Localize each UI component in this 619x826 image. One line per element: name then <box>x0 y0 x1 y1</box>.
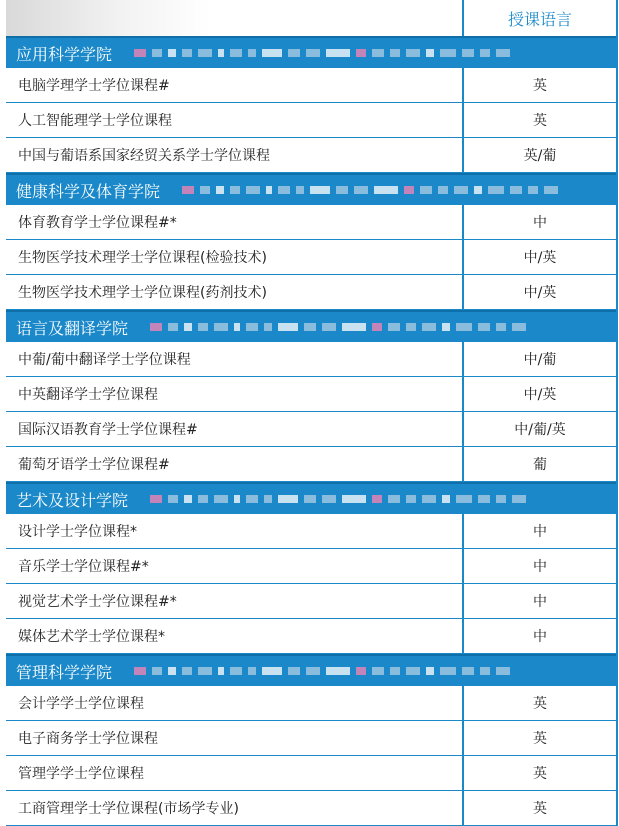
table-row <box>6 721 616 756</box>
table-row <box>6 549 616 584</box>
teaching-language: 英 <box>462 103 616 137</box>
table-row <box>6 68 616 103</box>
program-name: 管理学学士学位课程 <box>18 766 144 782</box>
teaching-language: 中 <box>462 549 616 583</box>
table-row <box>6 138 616 173</box>
section-title: 健康科学及体育学院 <box>16 181 161 201</box>
program-name: 电子商务学士学位课程 <box>18 731 158 747</box>
blurred-subtitle <box>150 495 526 503</box>
teaching-language: 英 <box>462 686 616 720</box>
program-name: 生物医学技术理学士学位课程(药剂技术) <box>18 285 267 301</box>
section-header <box>6 36 616 68</box>
table-row <box>6 619 616 654</box>
teaching-language: 英/葡 <box>462 138 616 172</box>
teaching-language: 中 <box>462 619 616 653</box>
table-row <box>6 240 616 275</box>
header-blank-cell <box>6 0 462 36</box>
program-name: 国际汉语教育学士学位课程# <box>18 422 198 438</box>
teaching-language: 中/英 <box>462 240 616 274</box>
teaching-language: 中/葡/英 <box>462 412 616 446</box>
table-body <box>6 36 616 826</box>
table-header <box>6 0 616 36</box>
teaching-language: 中 <box>462 514 616 548</box>
section-title: 语言及翻译学院 <box>16 318 129 338</box>
teaching-language: 英 <box>462 68 616 102</box>
section-header <box>6 310 616 342</box>
section-header <box>6 654 616 686</box>
section-header <box>6 173 616 205</box>
program-name: 中葡/葡中翻译学士学位课程 <box>18 352 191 368</box>
table-row <box>6 686 616 721</box>
program-name: 电脑学理学士学位课程# <box>18 78 170 94</box>
table-row <box>6 205 616 240</box>
program-name: 体育教育学士学位课程#* <box>18 215 177 231</box>
section-title: 应用科学学院 <box>16 44 113 64</box>
teaching-language: 英 <box>462 791 616 825</box>
section-title: 管理科学学院 <box>16 662 113 682</box>
table-row <box>6 275 616 310</box>
teaching-language: 英 <box>462 756 616 790</box>
program-name: 工商管理学士学位课程(市场学专业) <box>18 801 239 817</box>
program-name: 视觉艺术学士学位课程#* <box>18 594 177 610</box>
teaching-language: 中/英 <box>462 377 616 411</box>
program-name: 媒体艺术学士学位课程* <box>18 629 165 645</box>
blurred-subtitle <box>134 49 510 57</box>
teaching-language: 中/葡 <box>462 342 616 376</box>
table-row <box>6 412 616 447</box>
header-language: 授课语言 <box>462 0 616 36</box>
blurred-subtitle <box>182 186 558 194</box>
program-name: 设计学士学位课程* <box>18 524 137 540</box>
blurred-subtitle <box>134 667 510 675</box>
teaching-language: 葡 <box>462 447 616 481</box>
program-table <box>6 0 618 826</box>
program-name: 中英翻译学士学位课程 <box>18 387 158 403</box>
program-name: 葡萄牙语学士学位课程# <box>18 457 170 473</box>
program-name: 会计学学士学位课程 <box>18 696 144 712</box>
teaching-language: 中/英 <box>462 275 616 309</box>
teaching-language: 中 <box>462 205 616 239</box>
teaching-language: 中 <box>462 584 616 618</box>
program-name: 中国与葡语系国家经贸关系学士学位课程 <box>18 148 270 164</box>
table-row <box>6 756 616 791</box>
table-row <box>6 584 616 619</box>
table-row <box>6 103 616 138</box>
section-title: 艺术及设计学院 <box>16 490 129 510</box>
program-name: 音乐学士学位课程#* <box>18 559 149 575</box>
table-row <box>6 377 616 412</box>
teaching-language: 英 <box>462 721 616 755</box>
table-row <box>6 514 616 549</box>
program-name: 生物医学技术理学士学位课程(检验技术) <box>18 250 267 266</box>
table-row <box>6 791 616 826</box>
blurred-subtitle <box>150 323 526 331</box>
program-name: 人工智能理学士学位课程 <box>18 113 172 129</box>
table-row <box>6 342 616 377</box>
section-header <box>6 482 616 514</box>
table-row <box>6 447 616 482</box>
